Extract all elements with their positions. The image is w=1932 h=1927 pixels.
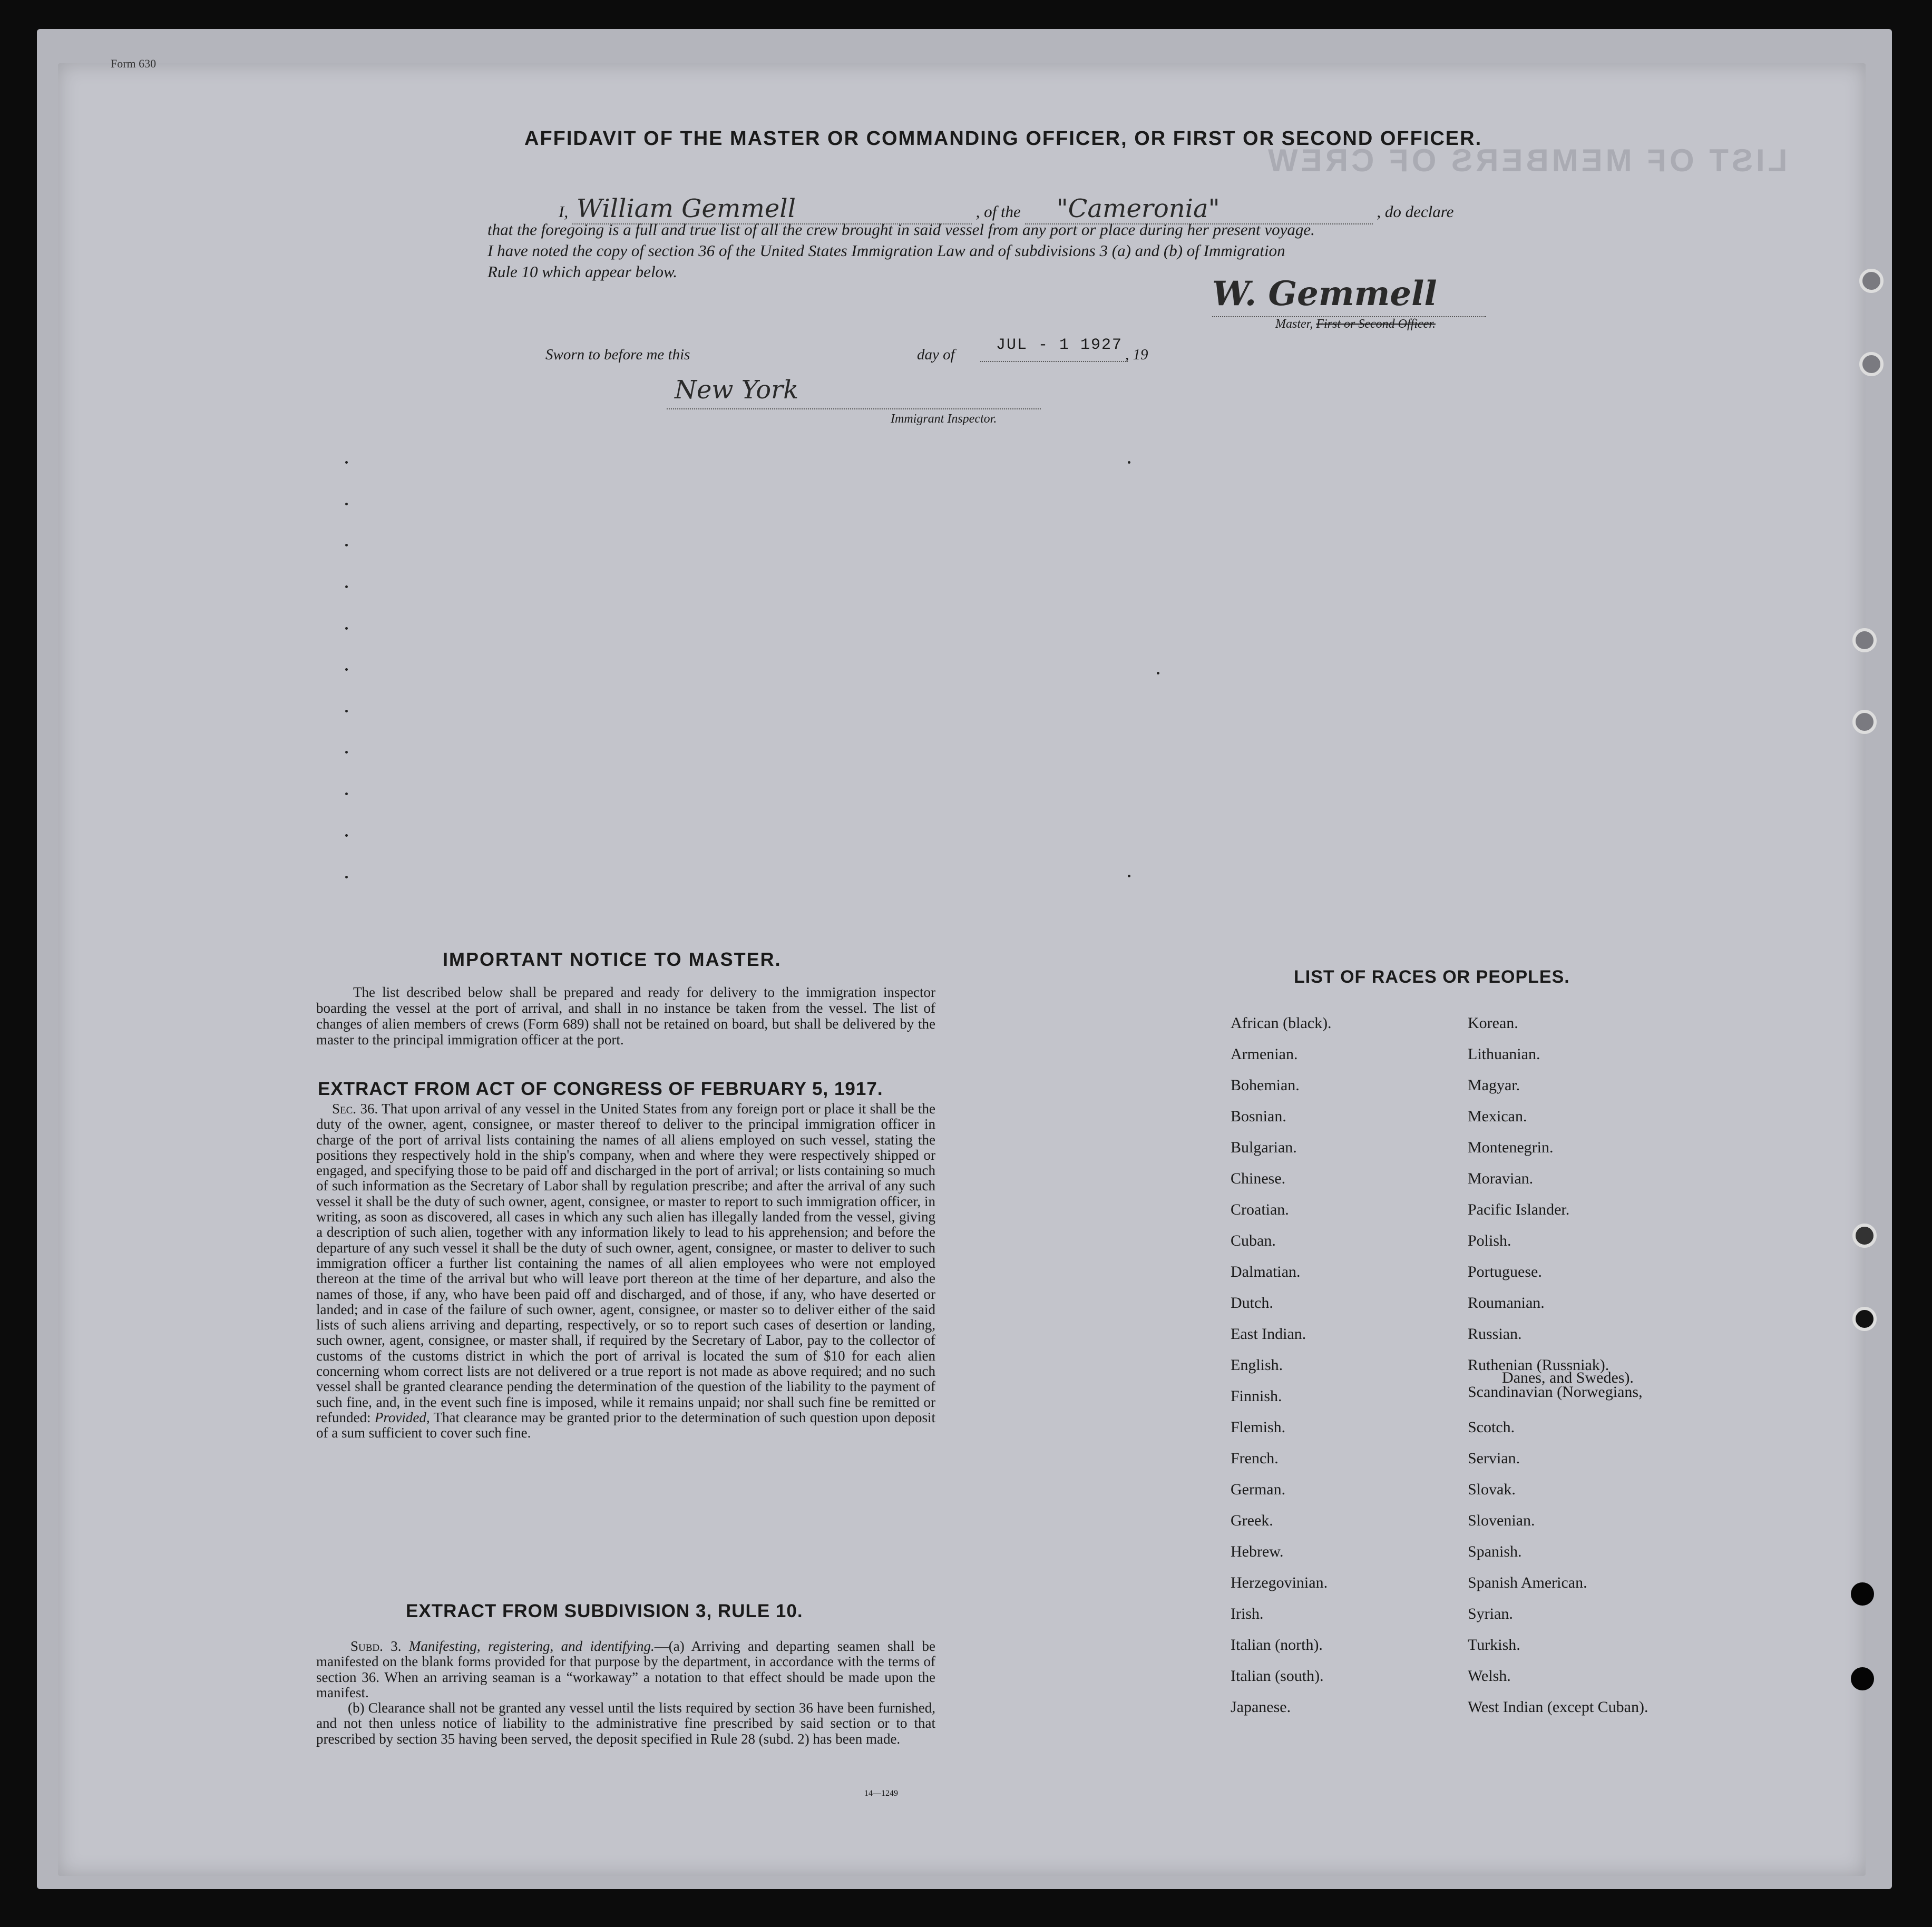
affidavit-line-2: that the foregoing is a full and true list of all the crew brought in said vessel from any port or place during her present voyage.	[487, 220, 1315, 239]
race-item: Spanish.	[1468, 1543, 1522, 1560]
race-item: Danes, and Swedes).	[1502, 1369, 1634, 1386]
date-line	[980, 361, 1128, 362]
bleed-through-text: LIST OF MEMBERS OF CREW	[1265, 143, 1788, 178]
page-surface	[58, 63, 1866, 1876]
race-item: Lithuanian.	[1468, 1045, 1540, 1063]
section-36-text	[316, 1101, 935, 1441]
race-item: Bohemian.	[1231, 1077, 1300, 1094]
race-item: Pacific Islander.	[1468, 1201, 1570, 1218]
margin-dot	[345, 668, 348, 671]
binder-hole	[1859, 269, 1884, 293]
race-item: Cuban.	[1231, 1232, 1276, 1249]
struck-officer-label: First or Second Officer.	[1316, 317, 1436, 331]
inspector-line	[667, 408, 1041, 409]
race-item: Roumanian.	[1468, 1294, 1545, 1312]
race-item: Italian (south).	[1231, 1667, 1324, 1685]
margin-dot	[1128, 461, 1130, 464]
act-extract-title: EXTRACT FROM ACT OF CONGRESS OF FEBRUARY 5, 1917.	[318, 1079, 883, 1099]
margin-dot	[345, 461, 348, 464]
race-item: Magyar.	[1468, 1077, 1520, 1094]
race-item: Montenegrin.	[1468, 1139, 1554, 1156]
race-item: Croatian.	[1231, 1201, 1289, 1218]
margin-dot	[345, 627, 348, 630]
margin-dot	[345, 585, 348, 588]
binder-hole	[1852, 1224, 1877, 1248]
race-item: Japanese.	[1231, 1698, 1291, 1716]
race-item: Ruthenian (Russniak).	[1468, 1356, 1609, 1374]
race-item: French.	[1231, 1450, 1279, 1467]
race-item: East Indian.	[1231, 1325, 1306, 1343]
rule-extract-title: EXTRACT FROM SUBDIVISION 3, RULE 10.	[406, 1601, 803, 1621]
race-item: Russian.	[1468, 1325, 1522, 1343]
subdivision-3-text	[316, 1639, 935, 1747]
master-name-handwritten: William Gemmell	[572, 194, 972, 224]
notice-text	[316, 984, 935, 1048]
master-label: Master,	[1275, 317, 1313, 331]
race-item: Scandinavian (Norwegians,	[1468, 1383, 1643, 1401]
section-body: That upon arrival of any vessel in the United States from any foreign port or place it shall be the duty of the owner, agent, consignee, or master thereof to deliver to the principal immigration officer in charge of the port of arrival lists containing the names of all aliens employed on such vessel, stating the positions they respectively hold in the ship's company, when and where they were respectively shipped or engaged, and specifying those to be paid off and discharged in the port of arrival; or lists containing so much of such information as the Secretary of Labor shall by regulation prescribe; and after the arrival of any such vessel it shall be the duty of such owner, agent, consignee, or master to report to such immigration officer, in writing, as soon as discovered, all cases in which any such alien has illegally landed from the vessel, giving a description of such alien, together with any information likely to lead to his apprehension; and before the departure of any such vessel it shall be the duty of such owner, agent, consignee, or master to deliver to such immigration officer a further list containing the names of all alien employees who were not employed thereon at the time of the arrival but who will leave port thereon at the time of her departure, and also the names of those, if any, who have been paid off and discharged, and of those, if any, who have deserted or landed; and in case of the failure of such owner, agent, consignee, or master so to deliver either of the said lists of such aliens arriving and departing, respectively, or so to report such cases of desertion or landing, such owner, agent, consignee, or master shall, if required by the Secretary of Labor, pay to the collector of customs of the customs district in which the port of arrival is located the sum of $10 for each alien concerning whom correct lists are not delivered or a true report is not made as above required; and no such vessel shall be granted clearance pending the determination of the question of the liability to the payment of such fine, and, in the event such fine is imposed, while it remains unpaid; nor shall such fine be remitted or refunded:	[316, 1101, 935, 1425]
race-item: Herzegovinian.	[1231, 1574, 1328, 1591]
margin-dot	[345, 503, 348, 505]
margin-dot	[1157, 672, 1159, 674]
race-item: West Indian (except Cuban).	[1468, 1698, 1648, 1716]
binder-hole	[1859, 352, 1884, 376]
margin-dot	[1128, 875, 1130, 877]
provided-term: Provided,	[374, 1409, 430, 1425]
race-item: Welsh.	[1468, 1667, 1511, 1685]
race-item: Syrian.	[1468, 1605, 1513, 1622]
margin-dot	[345, 793, 348, 795]
of-the-label: , of the	[975, 202, 1021, 221]
affidavit-line-3: I have noted the copy of section 36 of the United States Immigration Law and of subdivisions 3 (a) and (b) of Immigration	[487, 241, 1285, 260]
do-declare-label: , do declare	[1377, 202, 1454, 221]
race-item: Scotch.	[1468, 1419, 1515, 1436]
race-item: German.	[1231, 1481, 1286, 1498]
margin-dot	[345, 710, 348, 712]
affidavit-line-4: Rule 10 which appear below.	[487, 262, 678, 281]
section-body-end: That clearance may be granted prior to the determination of such question upon deposit of a sum sufficient to cover such fine.	[316, 1409, 936, 1441]
subd-title: Manifesting, registering, and identifying.	[408, 1638, 655, 1654]
race-item: Irish.	[1231, 1605, 1264, 1622]
subd-para-b: (b) Clearance shall not be granted any vessel until the lists required by section 36 have been furnished, and not then unless notice of liability to the administrative fine prescribed by said section or to that prescribed by section 35 having been served, the deposit specified in Rule 28 (subd. 2) has been made.	[316, 1700, 935, 1747]
notice-body: The list described below shall be prepared and ready for delivery to the immigration inspector boarding the vessel at the port of arrival, and shall in no instance be taken from the vessel. The list of changes of alien members of crews (Form 689) shall not be retained on board, but shall be delivered by the master to the principal immigration officer at the port.	[316, 984, 935, 1048]
margin-dot	[345, 876, 348, 878]
signature-caption	[1275, 317, 1436, 331]
margin-dot	[345, 751, 348, 754]
subd-label: Subd. 3.	[350, 1638, 402, 1654]
race-item: Dutch.	[1231, 1294, 1273, 1312]
race-item: Armenian.	[1231, 1045, 1298, 1063]
race-item: Servian.	[1468, 1450, 1520, 1467]
inspector-label: Immigrant Inspector.	[891, 412, 997, 426]
year-prefix: , 19	[1125, 346, 1148, 363]
race-item: Dalmatian.	[1231, 1263, 1301, 1280]
race-item: Bosnian.	[1231, 1108, 1286, 1125]
notice-title: IMPORTANT NOTICE TO MASTER.	[443, 948, 782, 970]
race-item: Polish.	[1468, 1232, 1511, 1249]
race-item: Mexican.	[1468, 1108, 1527, 1125]
vessel-name-handwritten: "Cameronia"	[1025, 194, 1373, 224]
race-item: English.	[1231, 1356, 1283, 1374]
binder-hole	[1851, 1667, 1874, 1690]
section-label: Sec. 36.	[332, 1101, 378, 1117]
sworn-label: Sworn to before me this	[545, 346, 690, 363]
margin-dot	[345, 544, 348, 546]
race-item: Finnish.	[1231, 1387, 1282, 1405]
affidavit-title: AFFIDAVIT OF THE MASTER OR COMMANDING OFFICER, OR FIRST OR SECOND OFFICER.	[524, 128, 1482, 150]
race-item: African (black).	[1231, 1014, 1332, 1032]
race-item: Slovak.	[1468, 1481, 1516, 1498]
margin-dot	[345, 834, 348, 837]
races-title: LIST OF RACES OR PEOPLES.	[1294, 967, 1570, 987]
race-item: Turkish.	[1468, 1636, 1520, 1654]
place-handwritten: New York	[675, 375, 799, 405]
race-item: Bulgarian.	[1231, 1139, 1297, 1156]
race-item: Slovenian.	[1468, 1512, 1535, 1529]
race-item: Flemish.	[1231, 1419, 1286, 1436]
subd-para-a: —(a) Arriving and departing seamen shall be manifested on the blank forms provided for that purpose by the department, in accordance with the terms of section 36. When an arriving seaman is a “workaway” a notation to that effect should be made upon the manifest.	[316, 1638, 935, 1700]
master-signature: W. Gemmell	[1212, 274, 1437, 314]
form-code: 14—1249	[864, 1789, 898, 1798]
form-number: Form 630	[111, 57, 157, 70]
binder-hole	[1852, 1307, 1877, 1331]
binder-hole	[1852, 628, 1877, 652]
date-stamp: JUL - 1 1927	[996, 336, 1123, 354]
race-item: Moravian.	[1468, 1170, 1534, 1187]
pronoun: I,	[559, 202, 569, 221]
race-item: Hebrew.	[1231, 1543, 1284, 1560]
day-of-label: day of	[917, 346, 955, 363]
race-item: Greek.	[1231, 1512, 1273, 1529]
race-item: Italian (north).	[1231, 1636, 1323, 1654]
race-item: Chinese.	[1231, 1170, 1286, 1187]
binder-hole	[1852, 710, 1877, 734]
race-item: Korean.	[1468, 1014, 1518, 1032]
binder-hole	[1851, 1582, 1874, 1606]
race-item: Portuguese.	[1468, 1263, 1542, 1280]
race-item: Spanish American.	[1468, 1574, 1587, 1591]
